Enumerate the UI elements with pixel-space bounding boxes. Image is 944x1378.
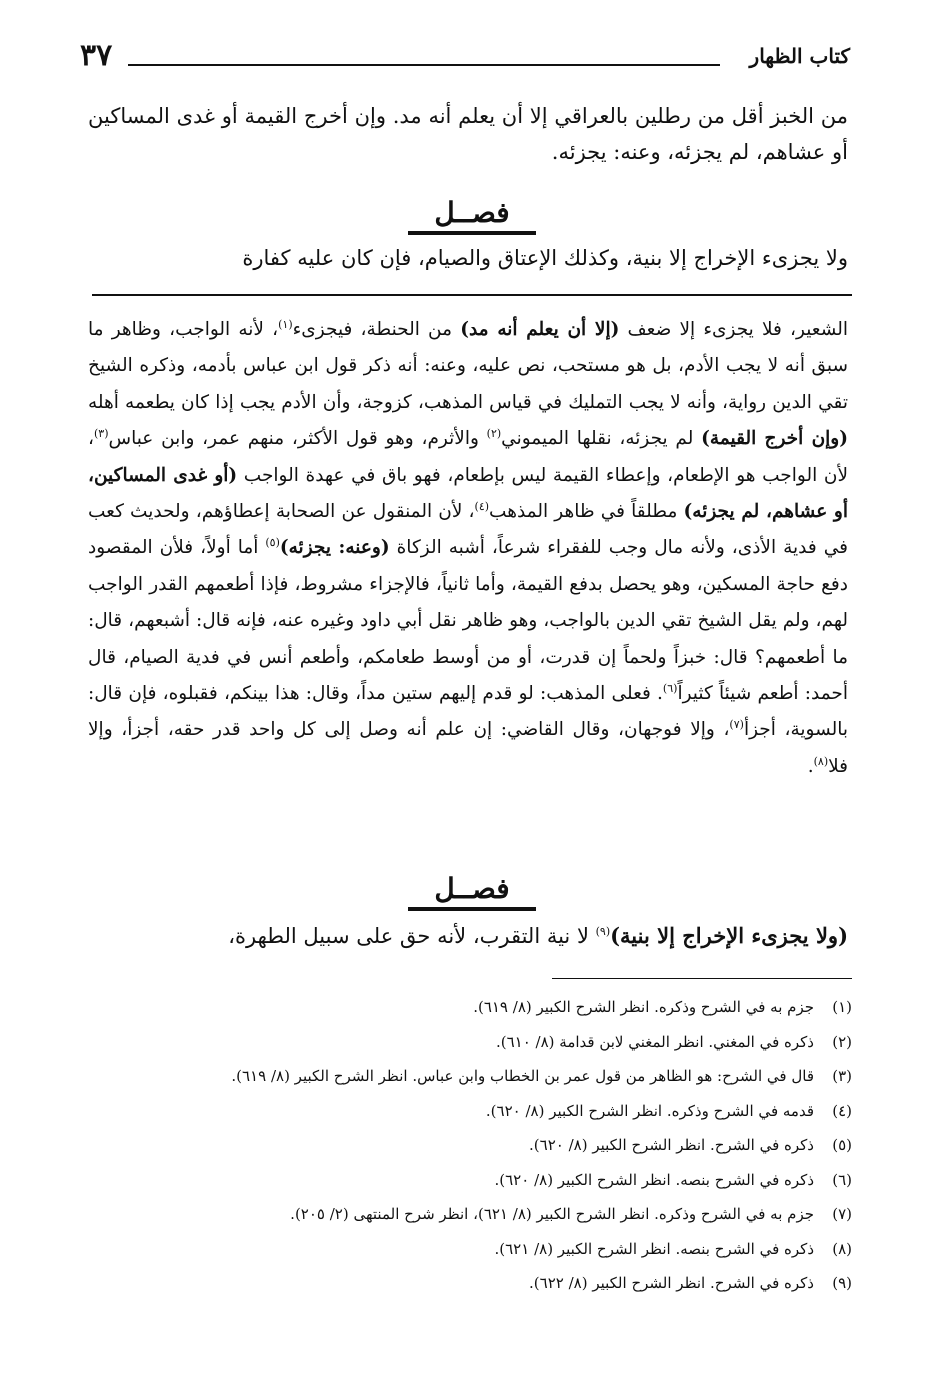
footnote-number: (٧) <box>832 1205 852 1223</box>
footnote-ref[interactable]: (٨) <box>813 754 829 768</box>
commentary-text: من الحنطة، فيجزىء <box>292 319 461 340</box>
header-rule <box>128 64 720 66</box>
footnote-text: ذكره في الشرح. انظر الشرح الكبير (٨/ ٦٢٢). <box>529 1274 814 1292</box>
commentary-text: ، وإلا فوجهان، وقال القاضي: إن علم أنه وصل إلى كل واحد قدر حقه، أجزأ، وإلا فلا <box>88 719 848 777</box>
section-heading-1-text: فصــل <box>408 196 535 235</box>
footnote-number: (٨) <box>832 1239 852 1258</box>
footnote-item <box>172 990 852 1025</box>
footnote-text: قدمه في الشرح وذكره. انظر الشرح الكبير (٨/ ٦٢٠). <box>485 1101 814 1120</box>
quoted-matn: (وإن أخرج القيمة) <box>701 428 848 450</box>
footnote-ref[interactable]: (٦) <box>662 681 678 695</box>
footnote-item <box>172 1059 852 1094</box>
footnote-item <box>172 1128 852 1163</box>
footnote-text: ذكره في المغني. انظر المغني لابن قدامة (٨/ ٦١٠). <box>495 1032 814 1051</box>
footnote-item <box>172 1266 852 1301</box>
section-heading-1 <box>0 196 944 229</box>
commentary-text: لا نية التقرب، لأنه حق على سبيل الطهرة، <box>228 924 596 948</box>
footnote-item <box>172 1163 852 1198</box>
footnote-number: (٢) <box>832 1032 852 1051</box>
commentary-text: ، لأنه الواجب، وظاهر ما سبق أنه لا يجب الأدم، بل هو مستحب، نص عليه، وعنه: أنه ذكر قول ابن عباس بأدمه، وذكره الشيخ تقي الدين رواية، وأنه لا يجب التمليك في قياس المذهب، كزوجة، وأن الأدم يجب إذا كان يطعمه أهله <box>88 319 848 413</box>
footnote-text: جزم به في الشرح وذكره. انظر الشرح الكبير (٨/ ٦٢١)، انظر شرح المنتهى (٢/ ٢٠٥). <box>290 1205 814 1223</box>
running-header <box>80 40 850 74</box>
matn-top-text: من الخبز أقل من رطلين بالعراقي إلا أن يعلم أنه مد. وإن أخرج القيمة أو غدى المساكين أو عشاهم، لم يجزئه، وعنه: يجزئه. <box>88 104 848 164</box>
commentary-text: ، لأن الواجب هو الإطعام، وإعطاء القيمة ليس بإطعام، فهو باق في عهدة الواجب <box>88 428 848 486</box>
section-heading-2 <box>0 872 944 905</box>
footnote-ref[interactable]: (٢) <box>486 427 502 441</box>
footnote-ref[interactable]: (٩) <box>595 925 611 938</box>
commentary-text: . فعلى المذهب: لو قدم إليهم ستين مداً، وقال: هذا بينكم، فقبلوه، فإن قال: بالسوية، أجزأ <box>88 683 849 741</box>
commentary-text: مطلقاً في ظاهر المذهب <box>489 501 684 523</box>
commentary-text: . <box>807 755 814 777</box>
footnote-item <box>172 1232 852 1267</box>
footnote-text: قال في الشرح: هو الظاهر من قول عمر بن الخطاب وابن عباس. انظر الشرح الكبير (٨/ ٦١٩). <box>231 1067 814 1085</box>
footnote-text: ذكره في الشرح. انظر الشرح الكبير (٨/ ٦٢٠). <box>529 1136 814 1154</box>
footnote-number: (٥) <box>832 1136 852 1154</box>
quoted-matn: (إلا أن يعلم أنه مد) <box>460 319 620 340</box>
matn-commentary-divider <box>92 294 852 296</box>
commentary-fasl-2 <box>88 918 848 954</box>
footnote-item <box>172 1094 852 1129</box>
footnote-text: ذكره في الشرح بنصه. انظر الشرح الكبير (٨/ ٦٢٠). <box>494 1170 814 1189</box>
commentary-text: أما أولاً، فلأن المقصود دفع حاجة المسكين، وهو يحصل بدفع القيمة، وأما ثانياً، فالإجزاء مشروط، فإذا أطعمهم القدر الواجب لهم، ولم يقل الشيخ تقي الدين بالواجب، وهو ظاهر نقل أبي داود وغيره عنه، فإنه قال: أشبعهم، قال: ما أطعمهم؟ قال: خبزاً ولحماً إن قدرت، أو من أوسط طعامكم، وأطعم أنس في فدية الصيام، قال أحمد: أطعم شيئاً كثيراً <box>88 537 848 705</box>
footnote-item <box>172 1025 852 1060</box>
footnote-number: (٩) <box>832 1274 852 1292</box>
page-number: ٣٧ <box>80 38 113 73</box>
footnote-text: جزم به في الشرح وذكره. انظر الشرح الكبير (٨/ ٦١٩). <box>473 998 814 1016</box>
footnote-ref[interactable]: (٧) <box>729 718 744 732</box>
commentary-text: لم يجزئه، نقلها الميموني <box>501 428 702 450</box>
footnote-number: (١) <box>832 998 852 1016</box>
footnote-item <box>172 1197 852 1232</box>
matn-fasl-1-text: ولا يجزىء الإخراج إلا بنية، وكذلك الإعتاق والصيام، فإن كان عليه كفارة <box>242 246 848 270</box>
commentary-text: الشعير، فلا يجزىء إلا ضعف <box>619 319 848 340</box>
footnote-divider <box>552 978 852 979</box>
footnote-ref[interactable]: (٥) <box>265 536 280 550</box>
quoted-matn: (وعنه: يجزئه) <box>279 537 390 559</box>
footnote-number: (٤) <box>832 1101 852 1120</box>
footnote-text: ذكره في الشرح بنصه. انظر الشرح الكبير (٨/ ٦٢١). <box>494 1239 814 1258</box>
footnote-ref[interactable]: (٣) <box>93 427 109 441</box>
commentary-text: ، لأن المنقول عن الصحابة إعطاؤهم، ولحديث كعب في فدية الأذى، ولأنه مال وجب للفقراء شرعاً، أشبه الزكاة <box>88 501 848 559</box>
chapter-title: كتاب الظهار <box>749 44 850 68</box>
footnotes <box>172 990 852 1301</box>
footnote-number: (٣) <box>832 1067 852 1085</box>
quoted-matn: (أو غدى المساكين، أو عشاهم، لم يجزئه) <box>88 464 849 523</box>
footnote-ref[interactable]: (١) <box>278 317 293 331</box>
quoted-matn: (ولا يجزىء الإخراج إلا بنية) <box>610 923 848 948</box>
section-heading-2-text: فصــل <box>408 872 535 911</box>
footnote-ref[interactable]: (٤) <box>474 499 490 513</box>
commentary-text: والأثرم، وهو قول الأكثر، منهم عمر، وابن عباس <box>108 428 487 450</box>
footnote-number: (٦) <box>832 1170 852 1189</box>
commentary-paragraph <box>88 312 848 785</box>
